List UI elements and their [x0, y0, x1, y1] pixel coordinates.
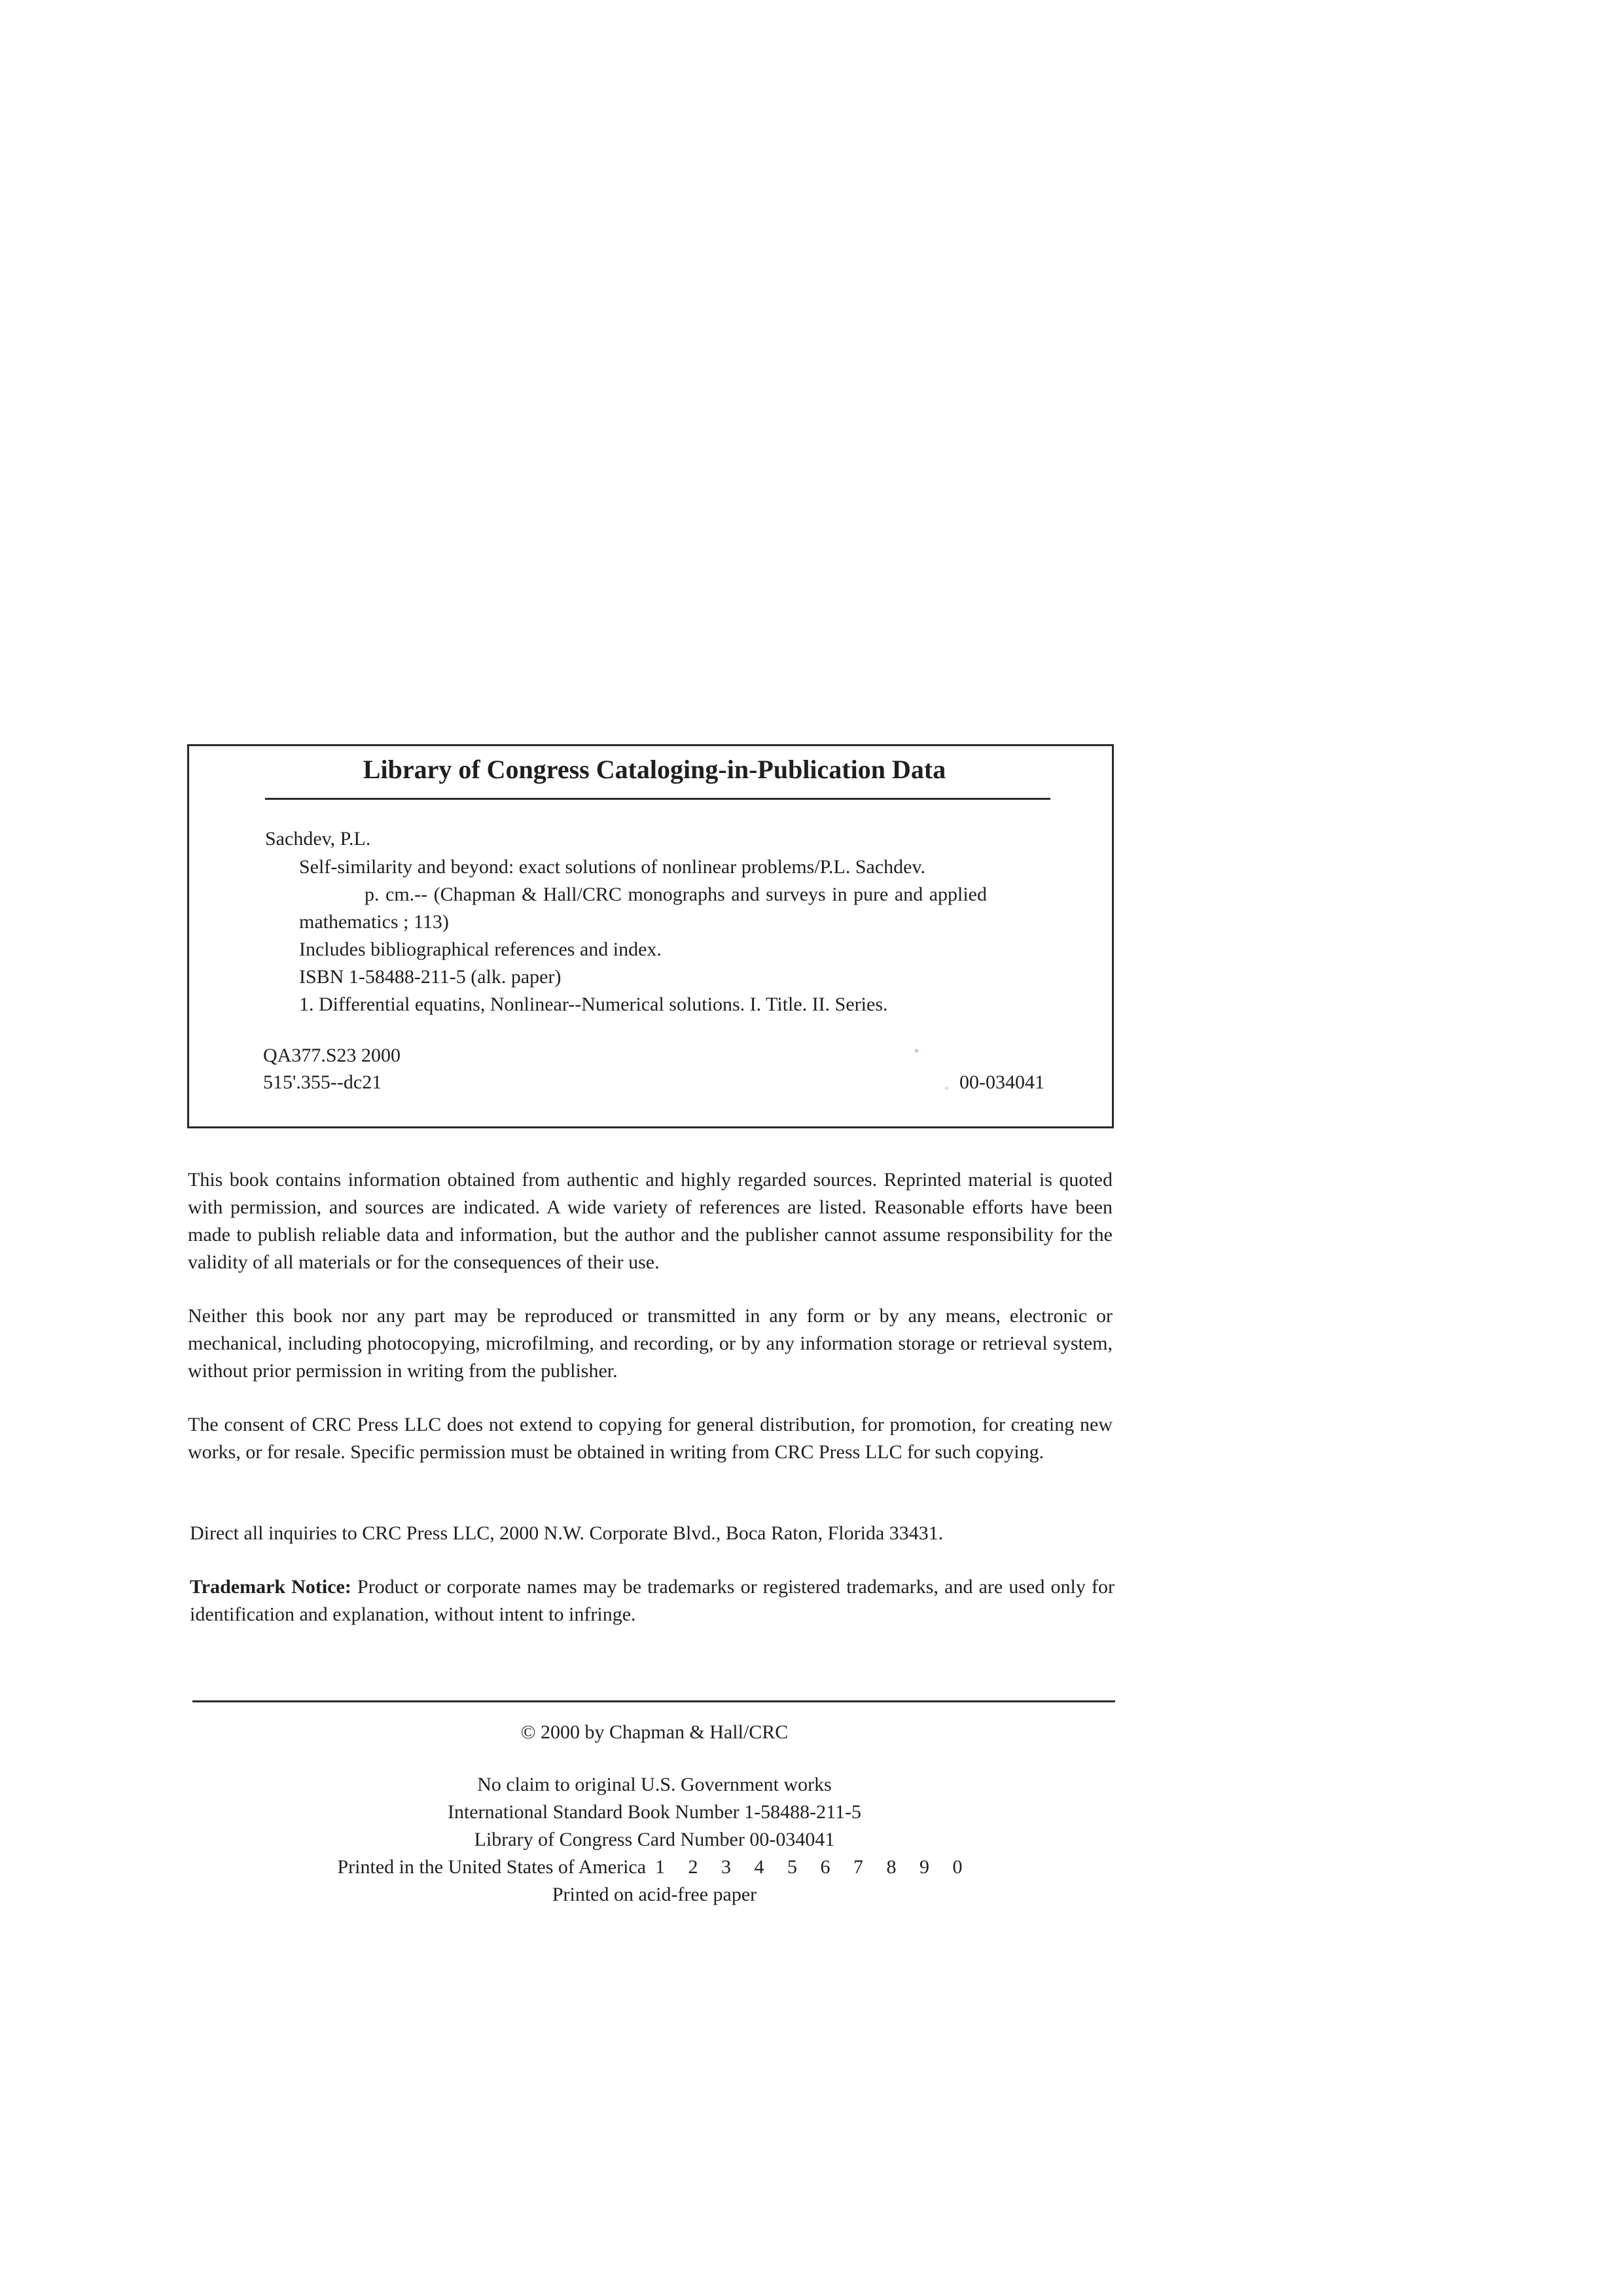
copyright-line: © 2000 by Chapman & Hall/CRC — [520, 1721, 789, 1743]
cip-lccn: 00-034041 — [959, 1071, 1044, 1093]
acid-free-line: Printed on acid-free paper — [552, 1884, 757, 1905]
printed-in-line — [0, 1854, 1309, 1881]
trademark-text: Product or corporate names may be trademarks or registered trademarks, and are used only for identification and explanation, without intent to infringe. — [190, 1576, 1115, 1625]
cip-series-line-1: p. cm.-- (Chapman & Hall/CRC monographs and surveys in pure and applied — [365, 884, 987, 905]
imprint-rule — [192, 1700, 1115, 1702]
paragraph-reproduction: Neither this book nor any part may be reproduced or transmitted in any form or by any means, electronic or mechanical, including photocopying, microfilming, and recording, or by any information storage or retrieval system, without prior permission in writing from the publisher. — [188, 1305, 1113, 1382]
cip-author: Sachdev, P.L. — [265, 828, 371, 850]
cip-subjects: 1. Differential equatins, Nonlinear--Numerical solutions. I. Title. II. Series. — [299, 994, 888, 1015]
isbn-line: International Standard Book Number 1-58488-211-5 — [447, 1801, 862, 1823]
scan-speck — [915, 1049, 918, 1052]
print-line-digits: 1 2 3 4 5 6 7 8 9 0 — [655, 1856, 972, 1878]
cip-title: Library of Congress Cataloging-in-Publication Data — [363, 755, 946, 784]
cip-title-statement: Self-similarity and beyond: exact solutions of nonlinear problems/P.L. Sachdev. — [299, 856, 926, 878]
paragraph-trademark — [190, 1573, 1115, 1628]
paragraph-sources: This book contains information obtained from authentic and highly regarded sources. Reprinted material is quoted with permission, and sources are indicated. A wide variety of references are listed. Reasonable efforts have been made to publish reliable data and information, but the author and the publisher cannot assume responsibility for the validity of all materials or for the consequences of their use. — [188, 1169, 1113, 1273]
trademark-label: Trademark Notice: — [190, 1576, 351, 1598]
government-works-line: No claim to original U.S. Government works — [477, 1774, 832, 1795]
lccn-line: Library of Congress Card Number 00-034041 — [474, 1829, 835, 1850]
cip-isbn: ISBN 1-58488-211-5 (alk. paper) — [299, 966, 562, 988]
printed-in-text: Printed in the United States of America — [337, 1856, 647, 1878]
cip-dewey: 515'.355--dc21 — [263, 1071, 382, 1093]
cip-series-line-2: mathematics ; 113) — [299, 911, 449, 933]
cip-title-rule — [265, 798, 1050, 800]
scan-speck — [945, 1086, 948, 1090]
cip-call-number: QA377.S23 2000 — [263, 1045, 401, 1066]
cip-notes: Includes bibliographical references and index. — [299, 939, 662, 960]
paragraph-consent: The consent of CRC Press LLC does not extend to copying for general distribution, for promotion, for creating new works, or for resale. Specific permission must be obtained in writing from CRC Press LLC for such copying. — [188, 1414, 1113, 1463]
paragraph-inquiries: Direct all inquiries to CRC Press LLC, 2000 N.W. Corporate Blvd., Boca Raton, Florida 33431. — [190, 1522, 944, 1544]
